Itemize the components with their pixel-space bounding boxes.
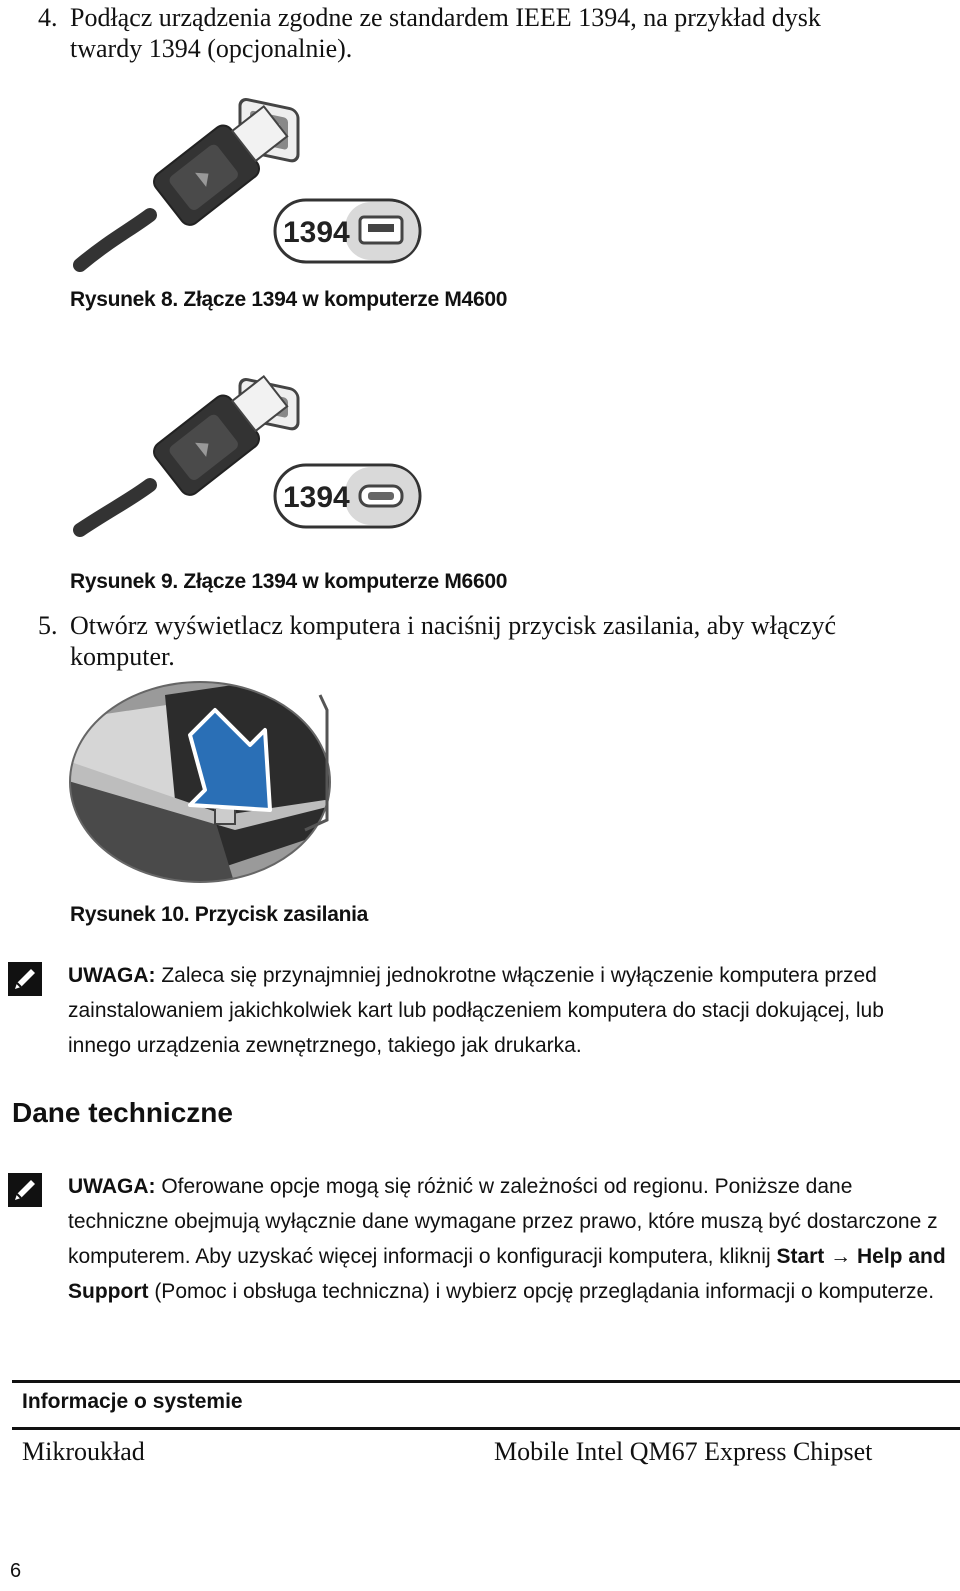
firewire-cable-icon bbox=[70, 370, 430, 540]
figure-10-caption: Rysunek 10. Przycisk zasilania bbox=[70, 903, 369, 926]
figure-9-illustration bbox=[70, 370, 430, 540]
firewire-cable-icon bbox=[70, 90, 430, 280]
arrow-glyph: → bbox=[824, 1245, 857, 1268]
power-button-illustration bbox=[65, 680, 335, 885]
figure-10-illustration bbox=[65, 680, 335, 885]
step-text-line1: Otwórz wyświetlacz komputera i naciśnij przycisk zasilania, aby włączyć bbox=[70, 611, 836, 640]
start-menu-label: Start bbox=[776, 1245, 825, 1268]
note-2 bbox=[68, 1169, 948, 1309]
figure-8-caption: Rysunek 8. Złącze 1394 w komputerze M4600 bbox=[70, 288, 508, 311]
badge-text: 1394 bbox=[283, 216, 350, 249]
step-number: 4. bbox=[38, 3, 58, 32]
step-number: 5. bbox=[38, 611, 58, 640]
badge-text: 1394 bbox=[283, 481, 350, 514]
step-4 bbox=[38, 2, 948, 64]
help-support-label: Help and Support bbox=[68, 1245, 946, 1303]
note-label: UWAGA: bbox=[68, 1175, 156, 1198]
note-text: Zaleca się przynajmniej jednokrotne włączenie i wyłączenie komputera przed zainstalowaniem jakichkolwiek kart lub podłączeniem komputera do stacji dokującej, lub innego urządzenia zewnętrznego, takiego jak drukarka. bbox=[68, 964, 884, 1057]
section-title: Dane techniczne bbox=[12, 1097, 233, 1128]
note-1 bbox=[68, 958, 948, 1063]
table-header: Informacje o systemie bbox=[22, 1390, 243, 1413]
step-text-line1: Podłącz urządzenia zgodne ze standardem IEEE 1394, na przykład dysk bbox=[70, 3, 821, 32]
step-5 bbox=[38, 610, 948, 672]
table-rule-mid bbox=[12, 1427, 960, 1430]
note-text-a: Oferowane opcje mogą się różnić w zależności od regionu. Poniższe dane techniczne obejmują wyłącznie dane wymagane przez prawo, które muszą być dostarczone z komputerem. Aby uzyskać więcej informacji o konfiguracji komputera, kliknij bbox=[68, 1175, 938, 1268]
note-label: UWAGA: bbox=[68, 964, 156, 987]
page-number: 6 bbox=[10, 1560, 22, 1582]
table-rule-top bbox=[12, 1380, 960, 1383]
step-text-line2: komputer. bbox=[70, 642, 175, 671]
step-text-line2: twardy 1394 (opcjonalnie). bbox=[70, 34, 353, 63]
figure-8-illustration bbox=[70, 90, 430, 280]
note-pencil-icon bbox=[8, 962, 42, 996]
note-pencil-icon bbox=[8, 1173, 42, 1207]
note-text-b: (Pomoc i obsługa techniczna) i wybierz opcję przeglądania informacji o komputerze. bbox=[148, 1280, 935, 1303]
table-row-label: Mikroukład bbox=[22, 1437, 145, 1466]
figure-9-caption: Rysunek 9. Złącze 1394 w komputerze M6600 bbox=[70, 570, 508, 593]
table-row-value: Mobile Intel QM67 Express Chipset bbox=[494, 1437, 873, 1466]
